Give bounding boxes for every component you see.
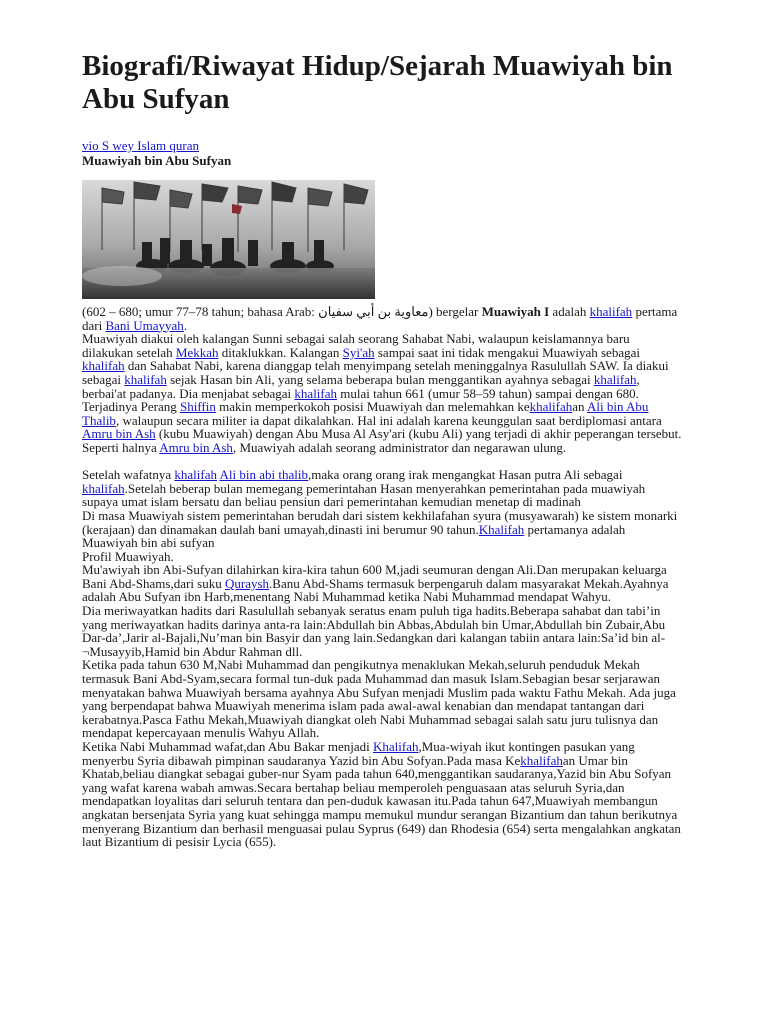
text-run: dan Sahabat Nabi, karena dianggap telah menyimpang setelah meninggalnya Rasulullah SAW. Ia diakui sebagai xyxy=(82,358,669,387)
inline-link[interactable]: Shiffin xyxy=(180,399,216,415)
paragraph xyxy=(82,550,684,564)
text-run: .Setelah beberap bulan memegang pemerintahan Hasan menyerahkan pemerintahan pada muawiyah supaya umat islam bersatu dan beliau pensiun dari pemerintahan kemudian menetap di madinah xyxy=(82,480,646,510)
text-run: ,Mua-wiyah ikut kontingen pasukan yang menyerbu Syria dibawah pimpinan saudaranya Yazid bin Abu Sofyan.Pada masa Ke xyxy=(82,739,635,768)
text-run: pertamanya adalah Muawiyah bin abi sufyan xyxy=(82,521,626,551)
text-run: ditaklukkan. Kalangan xyxy=(218,344,343,360)
byline xyxy=(82,138,684,153)
inline-link[interactable]: Mekkah xyxy=(175,344,219,360)
inline-link[interactable]: Ali bin Abu Thalib xyxy=(82,399,649,428)
text-run: Ketika pada tahun 630 M,Nabi Muhammad dan pengikutnya menaklukan Mekah,seluruh penduduk Mekah termasuk Bani Abd-Syam,secara formal tun-duk pada Muhammad dan masuk Islam.Sebagian besar serjarawan menyatakan bahwa Muawiyah bersama ayahnya Abu Sufyan menjadi Muslim pada waktu Fathu Mekah. Ada juga yang berpendapat bahwa Muawiyah menerima islam pada awal-awal kenabian dan mendapat tantangan dari kerabatnya.Pasca Fathu Mekah,Muawiyah diangkat oleh Nabi Muhammad sebagai salah satu juru tulisnya dan mendapat kepercayaan menulis Wahyu Allah. xyxy=(82,657,676,741)
text-run: mulai tahun 661 (umur 58–59 tahun) sampai dengan 680. xyxy=(337,385,639,401)
text-run: sejak Hasan bin Ali, yang selama beberapa bulan menggantikan ayahnya sebagai xyxy=(166,371,594,387)
inline-link[interactable]: khalifah xyxy=(174,467,217,483)
text-run: Dia meriwayatkan hadits dari Rasulullah sebanyak seratus enam puluh tiga hadits.Beberapa sahabat dan tabi’in yang meriwayatkan hadits darinya anta-ra lain:Abdullah bin Abbas,Abdulah bin Umar,Abdullah bin Zubair,Abu Dar-da’,Jarir al-Bajali,Nu’man bin Basyir dan yang lain.Sedangkan dari kalangan tabiin antara lain:Sa’id bin al-¬Musayyib,Hamid bin Abdur Rahman dll. xyxy=(82,603,666,659)
text-run: (kubu Muawiyah) dengan Abu Musa Al Asy'ari (kubu Ali) yang terjadi di akhir peperangan tersebut. Seperti halnya xyxy=(82,426,682,455)
paragraph xyxy=(82,332,684,400)
text-run: .Banu Abd-Shams termasuk berpengaruh dalam masyarakat Mekah.Ayahnya adalah Abu Sufyan ibn Harb,menentang Nabi Muhammad ketika Nabi Muhammad mendapat Wahyu. xyxy=(82,575,669,605)
inline-link[interactable]: Khalifah xyxy=(478,521,525,537)
text-run: Ketika Nabi Muhammad wafat,dan Abu Bakar menjadi xyxy=(82,739,373,754)
inline-link[interactable]: khalifah xyxy=(82,480,125,496)
text-run: an xyxy=(572,399,588,415)
text-run: an Umar bin Khatab,beliau diangkat sebagai guber-nur Syam pada tahun 640,menggantikan saudaranya,Yazid bin Abu Sofyan yang wafat karena wabah amwas.Secara bertahap beliau memperoleh penguasaan atas seluruh Syria,dan mendapatkan loyalitas dari seluruh tentara dan pen-duduk kawasan itu.Pada tahun 647,Muawiyah membangun angkatan bersenjata Syria yang kuat sehingga mampu memukul mundur serangan Bizantium dan tahun berikutnya menyerang Bizantium dan berhasil menguasai pulau Syprus (649) dan Rhodesia (654) serta mengalahkan angkatan laut Bizantium di pesisir Lycia (655). xyxy=(82,752,681,850)
author-link[interactable]: vio S wey Islam quran xyxy=(82,138,199,153)
text-run: Terjadinya Perang xyxy=(82,399,180,415)
inline-link[interactable]: khalifah xyxy=(82,358,125,374)
text-run: Setelah wafatnya xyxy=(82,467,175,483)
inline-link[interactable]: khalifah xyxy=(520,752,563,768)
text-run: (602 – 680; umur 77–78 tahun; bahasa Arab: معاوية بن أبي سفيان) bergelar xyxy=(82,304,482,319)
paragraph xyxy=(82,604,684,658)
paragraph xyxy=(82,400,684,454)
inline-link[interactable]: khalifah xyxy=(593,371,637,387)
paragraph xyxy=(82,658,684,740)
text-run: ,maka orang orang irak mengangkat Hasan putra Ali sebagai xyxy=(308,467,623,483)
paragraph-gap xyxy=(82,455,684,469)
article-body xyxy=(82,305,684,849)
text-run: Mu'awiyah ibn Abi-Sufyan dilahirkan kira-kira tahun 600 M,jadi seumuran dengan Ali.Dan merupakan keluarga Bani Abd-Shams,dari suku xyxy=(82,562,667,591)
text-run: adalah xyxy=(549,304,590,319)
text-run: , walaupun secara militer ia dapat dikalahkan. Hal ini adalah karena keunggulan saat berdiplomasi antara xyxy=(115,412,662,428)
text-run: pertama dari xyxy=(82,304,678,333)
text-run: Profil Muawiyah. xyxy=(82,548,174,564)
inline-link[interactable]: Ali bin abi thalib xyxy=(219,467,309,483)
inline-link[interactable]: Amru bin Ash xyxy=(159,439,233,455)
text-run: , berbai'at padanya. Dia menjabat sebagai xyxy=(82,371,640,401)
inline-link[interactable]: khalifah xyxy=(589,304,633,319)
inline-link[interactable]: khalifah xyxy=(529,399,573,415)
inline-link[interactable]: khalifah xyxy=(294,385,338,401)
bold-text: Muawiyah I xyxy=(481,304,550,319)
inline-link[interactable]: Amru bin Ash xyxy=(82,426,156,442)
text-run: . xyxy=(183,317,188,333)
text-run: sampai saat ini tidak mengakui Muawiyah sebagai xyxy=(374,344,640,360)
page-title: Biografi/Riwayat Hidup/Sejarah Muawiyah bin Abu Sufyan xyxy=(82,50,673,115)
inline-link[interactable]: khalifah xyxy=(124,371,167,387)
paragraph xyxy=(82,468,684,509)
paragraph xyxy=(82,563,684,604)
text-run: Muawiyah diakui oleh kalangan Sunni sebagai salah seorang Sahabat Nabi, walaupun keislamannya baru dilakukan setelah xyxy=(82,331,630,360)
inline-link[interactable]: Bani Umayyah xyxy=(105,317,184,333)
article-subtitle: Muawiyah bin Abu Sufyan xyxy=(82,153,232,168)
text-run: makin memperkokoh posisi Muawiyah dan melemahkan ke xyxy=(215,399,530,415)
paragraph xyxy=(82,305,684,332)
inline-link[interactable]: Khalifah xyxy=(372,739,419,754)
hero-image xyxy=(82,180,375,299)
paragraph xyxy=(82,740,684,849)
inline-link[interactable]: Syi'ah xyxy=(342,344,375,360)
text-run: , Muawiyah adalah seorang administrator dan negarawan ulung. xyxy=(232,439,567,455)
paragraph xyxy=(82,509,684,550)
inline-link[interactable]: Quraysh xyxy=(225,575,270,591)
text-run: Di masa Muawiyah sistem pemerintahan berudah dari sistem kekhilafahan syura (musyawarah) ke sistem monarki (kerajaan) dan dinamakan daulah bani umayah,dinasti ini berumur 90 tahun. xyxy=(82,507,678,537)
